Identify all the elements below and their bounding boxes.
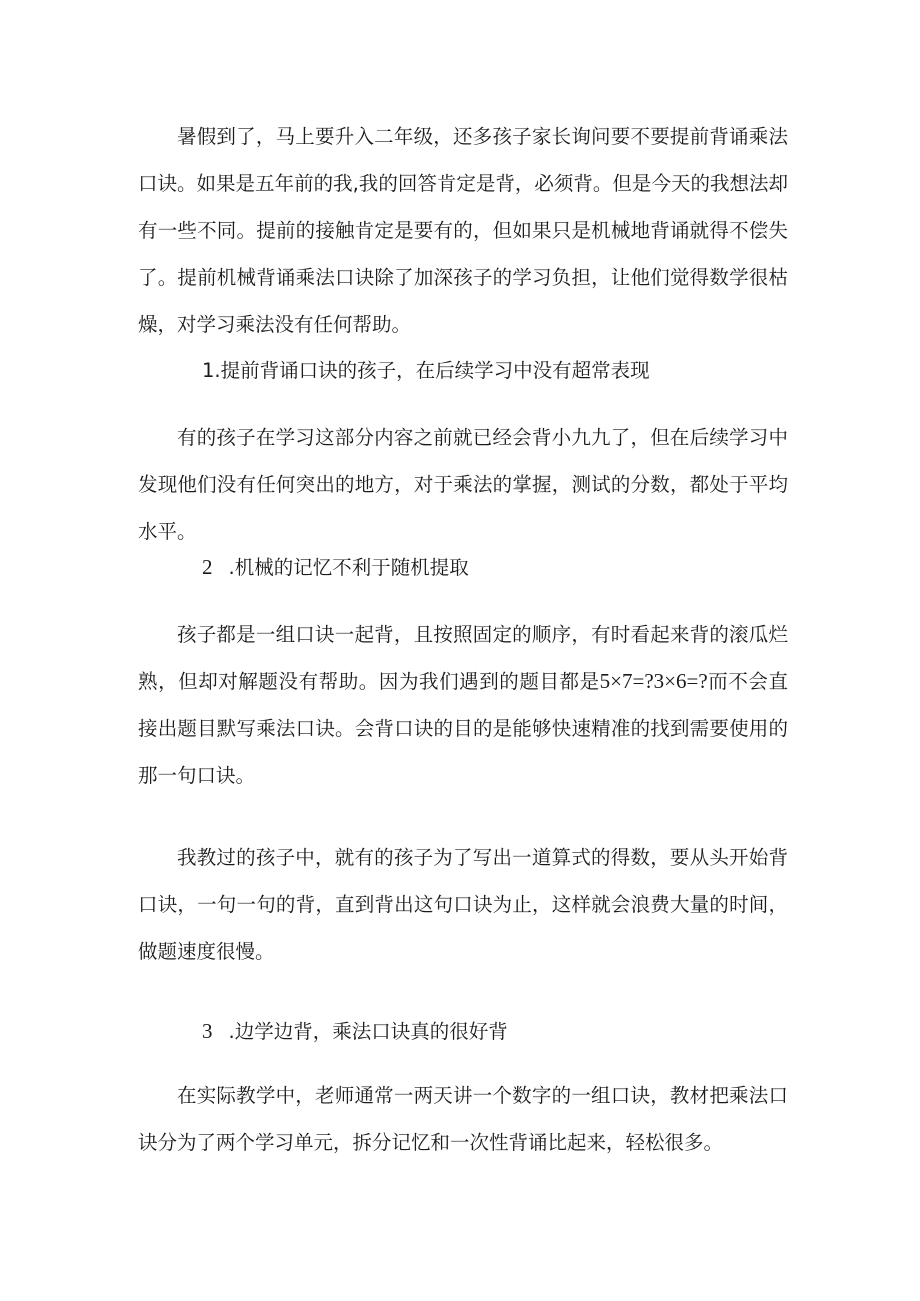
intro-paragraph: 暑假到了，马上要升入二年级，还多孩子家长询问要不要提前背诵乘法口诀。如果是五年前的我,我的回答肯定是背，必须背。但是今天的我想法却有一些不同。提前的接触肯定是要有的，但如果只是机械地背诵就得不偿失了。提前机械背诵乘法口诀除了加深孩子的学习负担，让他们觉得数学很枯燥，对学习乘法没有任何帮助。: [138, 125, 788, 336]
section-1-heading: 1.提前背诵口诀的孩子，在后续学习中没有超常表现: [202, 359, 650, 382]
section-2-heading: [202, 544, 469, 591]
section-3-body: 在实际教学中，老师通常一两天讲一个数字的一组口诀，教材把乘法口诀分为了两个学习单元，拆分记忆和一次性背诵比起来，轻松很多。: [138, 1084, 788, 1154]
section-3-heading: [202, 1008, 508, 1055]
section-2-body: [138, 611, 788, 799]
section-3-number: 3: [202, 1019, 213, 1043]
section-2-title: .机械的记忆不利于随机提取: [228, 556, 469, 579]
section-1-body: 有的孩子在学习这部分内容之前就已经会背小九九了，但在后续学习中发现他们没有任何突出的地方，对于乘法的掌握，测试的分数，都处于平均水平。: [138, 426, 788, 543]
section-2-body-part1: 孩子都是一组口诀一起背，且按照固定的顺序，有时看起来背的滚瓜烂熟，但却对解题没有帮助。因为我们遇到的题目都是: [138, 623, 788, 693]
section-3-title: .边学边背，乘法口诀真的很好背: [228, 1020, 508, 1043]
section-2-body-2: 我教过的孩子中，就有的孩子为了写出一道算式的得数，要从头开始背口诀，一句一句的背，直到背出这句口诀为止，这样就会浪费大量的时间，做题速度很慢。: [138, 846, 788, 963]
section-2-number: 2: [202, 555, 213, 579]
math-expression: 5×7=?3×6=?: [599, 669, 708, 693]
section-2-body-part2: 而不会直接出题目默写乘法口诀。会背口诀的目的是能够快速精准的找到需要使用的那一句口诀。: [138, 670, 788, 787]
